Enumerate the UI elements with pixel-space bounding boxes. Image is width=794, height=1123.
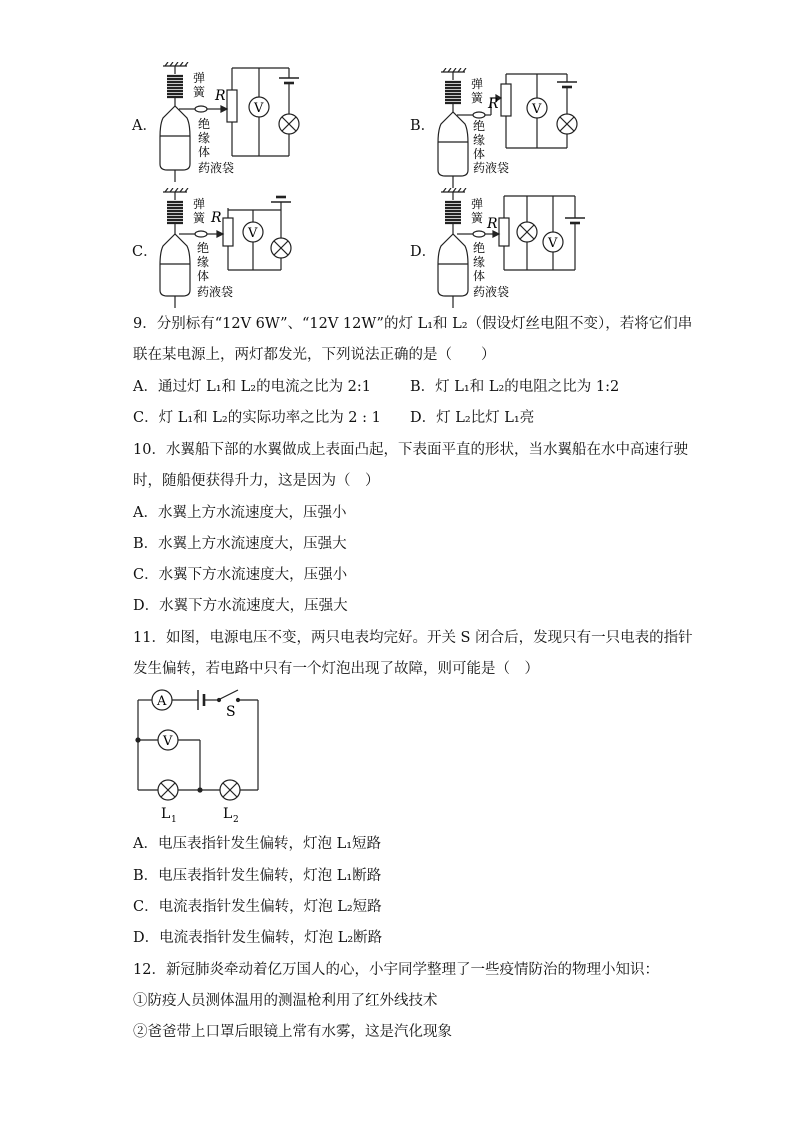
q11-option-d: D．电流表指针发生偏转，灯泡 L₂断路 xyxy=(133,930,383,946)
insulator-label-3: 体 xyxy=(198,145,211,159)
insulator-label-2: 缘 xyxy=(473,133,486,147)
insulator-label-2: 缘 xyxy=(473,255,486,269)
option-c-letter: C． xyxy=(132,244,158,260)
q12-item-1: ①防疫人员测体温用的测温枪利用了红外线技术 xyxy=(133,993,438,1009)
spring-label-1: 弹 xyxy=(193,71,206,85)
q11-option-b: B．电压表指针发生偏转，灯泡 L₁断路 xyxy=(133,868,382,884)
insulator-label-3: 体 xyxy=(473,147,486,161)
lamp-l2-label: L xyxy=(223,806,233,822)
insulator-label-1: 绝 xyxy=(473,241,486,255)
insulator-label-1: 绝 xyxy=(198,117,211,131)
q12-item-2: ②爸爸带上口罩后眼镜上常有水雾，这是汽化现象 xyxy=(133,1024,452,1040)
q12-stem-line-1: 12．新冠肺炎牵动着亿万国人的心，小宇同学整理了一些疫情防治的物理小知识： xyxy=(133,962,659,978)
bag-label: 药液袋 xyxy=(198,161,235,175)
insulator-label-3: 体 xyxy=(473,269,486,283)
switch-label: S xyxy=(226,704,236,720)
q10-option-a: A．水翼上方水流速度大，压强小 xyxy=(133,505,347,521)
q10-option-d: D．水翼下方水流速度大，压强大 xyxy=(133,598,348,614)
spring-label-2: 簧 xyxy=(193,211,206,225)
option-d-letter: D． xyxy=(410,244,437,260)
q11-option-a: A．电压表指针发生偏转，灯泡 L₁短路 xyxy=(133,836,382,852)
q11-option-c: C．电流表指针发生偏转，灯泡 L₂短路 xyxy=(133,899,382,915)
bag-label: 药液袋 xyxy=(473,285,510,299)
diagram-option-d xyxy=(433,188,593,310)
q11-stem-line-2: 发生偏转，若电路中只有一个灯泡出现了故障，则可能是（ ） xyxy=(133,661,539,677)
q9-stem-line-1: 9．分别标有“12V 6W”、“12V 12W”的灯 L₁和 L₂（假设灯丝电阻不变），若将它们串 xyxy=(133,316,693,332)
diagram-option-c xyxy=(155,188,305,310)
lamp-l1-label: L xyxy=(161,806,171,822)
spring-label-1: 弹 xyxy=(193,197,206,211)
q10-option-c: C．水翼下方水流速度大，压强小 xyxy=(133,567,348,583)
resistor-label: R xyxy=(211,210,222,226)
diagram-option-b xyxy=(433,68,583,190)
q10-option-b: B．水翼上方水流速度大，压强大 xyxy=(133,536,347,552)
q11-circuit-diagram xyxy=(128,684,268,826)
resistor-label: R xyxy=(487,216,498,232)
voltmeter-label: V xyxy=(248,226,258,241)
bag-label: 药液袋 xyxy=(197,285,234,299)
option-b-letter: B． xyxy=(410,118,436,134)
lamp-l1-subscript: 1 xyxy=(171,815,177,825)
insulator-label-2: 缘 xyxy=(198,131,211,145)
diagram-option-a xyxy=(155,62,305,184)
resistor-label: R xyxy=(488,96,499,112)
spring-label-2: 簧 xyxy=(471,211,484,225)
voltmeter-label: V xyxy=(548,236,558,251)
voltmeter-label: V xyxy=(532,102,542,117)
insulator-label-3: 体 xyxy=(197,269,210,283)
spring-label-1: 弹 xyxy=(471,197,484,211)
q9-option-b: B．灯 L₁和 L₂的电阻之比为 1:2 xyxy=(410,379,620,395)
q9-option-c: C．灯 L₁和 L₂的实际功率之比为 2 : 1 xyxy=(133,410,381,426)
lamp-l2-subscript: 2 xyxy=(233,815,239,825)
q10-stem-line-1: 10．水翼船下部的水翼做成上表面凸起，下表面平直的形状，当水翼船在水中高速行驶 xyxy=(133,442,688,458)
option-a-letter: A． xyxy=(132,118,157,134)
bag-label: 药液袋 xyxy=(473,161,510,175)
q11-stem-line-1: 11．如图，电源电压不变，两只电表均完好。开关 S 闭合后，发现只有一只电表的指针 xyxy=(133,630,693,646)
insulator-label-1: 绝 xyxy=(197,241,210,255)
spring-label-1: 弹 xyxy=(471,77,484,91)
q9-stem-line-2: 联在某电源上，两灯都发光，下列说法正确的是（ ） xyxy=(133,347,496,363)
resistor-label: R xyxy=(215,88,226,104)
insulator-label-1: 绝 xyxy=(473,119,486,133)
q9-option-d: D．灯 L₂比灯 L₁亮 xyxy=(410,410,535,426)
q10-stem-line-2: 时，随船便获得升力，这是因为（ ） xyxy=(133,473,380,489)
insulator-label-2: 缘 xyxy=(197,255,210,269)
voltmeter-label: V xyxy=(254,101,264,116)
spring-label-2: 簧 xyxy=(471,91,484,105)
spring-label-2: 簧 xyxy=(193,85,206,99)
ammeter-label: A xyxy=(157,694,167,709)
voltmeter-label: V xyxy=(163,734,173,749)
q9-option-a: A．通过灯 L₁和 L₂的电流之比为 2:1 xyxy=(133,379,372,395)
